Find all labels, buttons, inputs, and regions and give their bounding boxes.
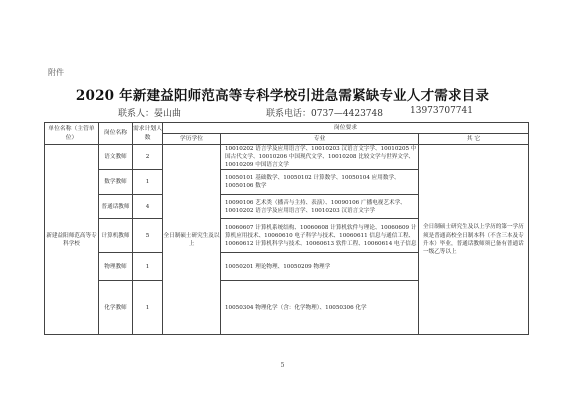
major-cell: 10010202 语言学及应用语言学、10010203 汉语言文字学、10010205 中国古代文学、10010206 中国现代文学、10010208 比较文学与世界文学、10010209 中国语言文学 — [221, 145, 419, 170]
major-cell: 10050201 理论物理、10050209 物理学 — [221, 253, 419, 281]
major-cell: 10050101 基础数学、10050102 计算数学、10050104 应用数学、10050106 数学 — [221, 170, 419, 195]
header-demand: 需求计划人数 — [133, 123, 163, 145]
header-major: 专业 — [221, 134, 419, 145]
demand-cell: 1 — [133, 253, 163, 281]
demand-cell: 5 — [133, 219, 163, 253]
major-cell: 10050304 物理化学（含：化学物理）、10050306 化学 — [221, 281, 419, 335]
contact-phone: 联系电话：0737—4423748 — [266, 109, 383, 119]
other-requirements-cell: 全日制硕士研究生及以上学历的第一学历须是普通高校全日制本科（不含三本及专升本）毕业，普通话教师须已备有普通话一级乙等以上 — [419, 145, 529, 335]
header-other: 其 它 — [419, 134, 529, 145]
talent-demand-table — [44, 122, 529, 335]
post-cell: 数学教师 — [99, 170, 133, 195]
header-post-name: 岗位名称 — [99, 123, 133, 145]
header-education: 学历学位 — [163, 134, 221, 145]
post-cell: 普通话教师 — [99, 195, 133, 219]
post-cell: 计算机教师 — [99, 219, 133, 253]
header-row-top — [45, 123, 529, 134]
contact-mobile: 13973707741 — [410, 106, 473, 116]
header-unit: 单位名称（主管单位） — [45, 123, 99, 145]
demand-cell: 1 — [133, 281, 163, 335]
header-requirements: 岗位要求 — [163, 123, 529, 134]
table-row — [45, 145, 529, 170]
demand-cell: 4 — [133, 195, 163, 219]
page-number: 5 — [280, 362, 285, 369]
major-cell: 10090106 艺术类（播音与主持、表演）、10090106 广播电视艺术学、10010202 语言学及应用语言学、10010203 汉语言文字学 — [221, 195, 419, 219]
post-cell: 化学教师 — [99, 281, 133, 335]
education-cell: 全日制硕士研究生及以上 — [163, 145, 221, 335]
post-cell: 物理教师 — [99, 253, 133, 281]
document-title: 2020 年新建益阳师范高等专科学校引进急需紧缺专业人才需求目录 — [75, 88, 490, 104]
post-cell: 语文教师 — [99, 145, 133, 170]
demand-cell: 1 — [133, 170, 163, 195]
unit-name-cell: 新建益阳师范高等专科学校 — [45, 145, 99, 335]
major-cell: 10060607 计算机系统结构、10060608 计算机软件与理论、10060609 计算机应用技术、10060610 电子科学与技术、10060611 信息与通信工程、10060612 计算机科学与技术、10060613 软件工程、10060614 电子信息 — [221, 219, 419, 253]
annex-label: 附件 — [48, 68, 64, 77]
contact-person: 联系人：晏山曲 — [118, 109, 182, 119]
demand-cell: 2 — [133, 145, 163, 170]
